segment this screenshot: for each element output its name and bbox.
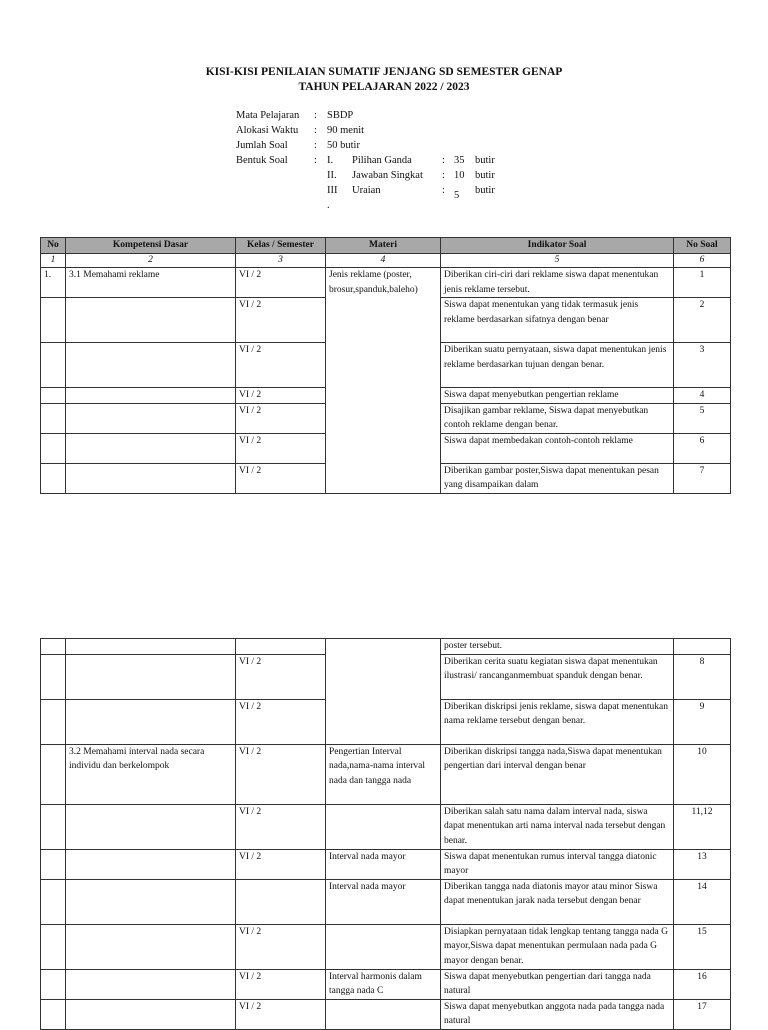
header-indikator: Indikator Soal [441,238,674,254]
soal-number: 16 [674,969,731,999]
row-number: 1. [41,268,66,298]
row-number [41,969,66,999]
row-number [41,463,66,493]
row-number [41,999,66,1029]
table-row [41,849,731,879]
column-number: 3 [236,254,326,268]
meta-colon: : [314,155,317,166]
grid-table-page1 [40,237,731,494]
materi-cell: Pengertian Interval nada,nama-nama interval nada dan tangga nada [326,744,441,804]
kelas-cell: VI / 2 [236,433,326,463]
kelas-cell: VI / 2 [236,388,326,404]
kompetensi-cell [66,699,236,744]
header-no: No [41,238,66,254]
indikator-cell: Siswa dapat menentukan yang tidak termasuk jenis reklame berdasarkan sifatnya dengan benar [441,298,674,343]
indikator-cell: Siswa dapat menyebutkan pengertian reklame [441,388,674,404]
indikator-cell: Diberikan cerita suatu kegiatan siswa dapat menentukan ilustrasi/ rancanganmembuat spanduk dengan benar. [441,654,674,699]
kelas-cell: VI / 2 [236,999,326,1029]
kelas-cell: VI / 2 [236,924,326,969]
column-number: 1 [41,254,66,268]
table-row [41,268,731,298]
indikator-cell: poster tersebut. [441,639,674,655]
kelas-cell: VI / 2 [236,343,326,388]
kompetensi-cell [66,343,236,388]
form-item-label: Pilihan Ganda [352,155,412,166]
kelas-cell [236,879,326,924]
row-number [41,924,66,969]
soal-number: 14 [674,879,731,924]
materi-cell: Interval harmonis dalam tangga nada C [326,969,441,999]
kompetensi-cell [66,999,236,1029]
meta-colon: : [442,185,445,196]
form-item-count: 35 [454,155,465,166]
kompetensi-cell [66,639,236,655]
soal-number: 6 [674,433,731,463]
soal-number: 2 [674,298,731,343]
meta-colon: : [442,170,445,181]
kompetensi-cell [66,849,236,879]
kompetensi-cell: 3.2 Memahami interval nada secara individu dan berkelompok [66,744,236,804]
indikator-cell: Diberikan gambar poster,Siswa dapat menentukan pesan yang disampaikan dalam [441,463,674,493]
indikator-cell: Diberikan tangga nada diatonis mayor atau minor Siswa dapat menentukan jarak nada tersebut dengan benar [441,879,674,924]
column-number: 5 [441,254,674,268]
soal-number: 17 [674,999,731,1029]
form-item-unit: butir [475,185,495,196]
form-item-count: 10 [454,170,465,181]
indikator-cell: Siswa dapat menentukan rumus interval tangga diatonic mayor [441,849,674,879]
meta-subject-value: SBDP [327,110,354,121]
kelas-cell: VI / 2 [236,403,326,433]
indikator-cell: Diberikan diskripsi tangga nada,Siswa dapat menentukan pengertian dari interval dengan benar [441,744,674,804]
indikator-cell: Siswa dapat menyebutkan anggota nada pada tangga nada natural [441,999,674,1029]
form-item-number: II. [327,170,337,181]
row-number [41,804,66,849]
kelas-cell: VI / 2 [236,268,326,298]
meta-colon: : [314,140,317,151]
kelas-cell [236,639,326,655]
table-row [41,969,731,999]
table-row [41,879,731,924]
kompetensi-cell [66,403,236,433]
meta-time-value: 90 menit [327,125,365,136]
kompetensi-cell [66,654,236,699]
kompetensi-cell [66,969,236,999]
form-item-unit: butir [475,170,495,181]
row-number [41,343,66,388]
indikator-cell: Diberikan ciri-ciri dari reklame siswa dapat menentukan jenis reklame tersebut. [441,268,674,298]
indikator-cell: Diberikan salah satu nama dalam interval nada, siswa dapat menentukan arti nama interval nada tersebut dengan benar. [441,804,674,849]
kelas-cell: VI / 2 [236,849,326,879]
meta-subject-label: Mata Pelajaran [236,110,300,121]
kelas-cell: VI / 2 [236,744,326,804]
meta-count-label: Jumlah Soal [236,140,288,151]
header-kelas: Kelas / Semester [236,238,326,254]
kelas-cell: VI / 2 [236,654,326,699]
kompetensi-cell [66,804,236,849]
soal-number: 7 [674,463,731,493]
kompetensi-cell [66,388,236,404]
materi-cell: Jenis reklame (poster, brosur,spanduk,baleho) [326,268,441,494]
header-no-soal: No Soal [674,238,731,254]
row-number [41,298,66,343]
kompetensi-cell [66,298,236,343]
column-number: 4 [326,254,441,268]
indikator-cell: Siswa dapat membedakan contoh-contoh reklame [441,433,674,463]
meta-trailing-dot: . [327,200,330,211]
row-number [41,699,66,744]
materi-cell [326,924,441,969]
soal-number: 11,12 [674,804,731,849]
table-row [41,999,731,1029]
soal-number [674,639,731,655]
table-row [41,804,731,849]
kompetensi-cell [66,924,236,969]
row-number [41,433,66,463]
column-number: 6 [674,254,731,268]
indikator-cell: Diberikan diskripsi jenis reklame, siswa dapat menentukan nama reklame tersebut dengan benar. [441,699,674,744]
soal-number: 13 [674,849,731,879]
row-number [41,639,66,655]
kompetensi-cell: 3.1 Memahami reklame [66,268,236,298]
soal-number: 3 [674,343,731,388]
indikator-cell: Siswa dapat menyebutkan pengertian dari tangga nada natural [441,969,674,999]
kompetensi-cell [66,879,236,924]
header-kompetensi: Kompetensi Dasar [66,238,236,254]
meta-count-value: 50 butir [327,140,360,151]
soal-number: 9 [674,699,731,744]
meta-time-label: Alokasi Waktu [236,125,299,136]
indikator-cell: Disajikan gambar reklame, Siswa dapat menyebutkan contoh reklame dengan benar. [441,403,674,433]
soal-number: 4 [674,388,731,404]
soal-number: 1 [674,268,731,298]
form-item-label: Uraian [352,185,381,196]
soal-number: 15 [674,924,731,969]
form-item-count: 5 [454,190,460,201]
materi-cell: Interval nada mayor [326,849,441,879]
kompetensi-cell [66,463,236,493]
table-row [41,639,731,655]
indikator-cell: Diberikan suatu pernyataan, siswa dapat menentukan jenis reklame berdasarkan tujuan dengan benar. [441,343,674,388]
column-number-row [41,254,731,268]
meta-colon: : [442,155,445,166]
kelas-cell: VI / 2 [236,969,326,999]
form-item-unit: butir [475,155,495,166]
kelas-cell: VI / 2 [236,298,326,343]
row-number [41,388,66,404]
row-number [41,744,66,804]
row-number [41,879,66,924]
kelas-cell: VI / 2 [236,699,326,744]
meta-form-label: Bentuk Soal [236,155,288,166]
kompetensi-cell [66,433,236,463]
materi-cell: Interval nada mayor [326,879,441,924]
form-item-label: Jawaban Singkat [352,170,423,181]
table-header-row [41,238,731,254]
soal-number: 10 [674,744,731,804]
table-row [41,744,731,804]
form-item-number: III [327,185,338,196]
grid-table-page2 [40,638,731,1030]
materi-cell [326,804,441,849]
indikator-cell: Disiapkan pernyataan tidak lengkap tentang tangga nada G mayor,Siswa dapat menentukan permulaan nada pada G mayor dengan benar. [441,924,674,969]
form-item-number: I. [327,155,334,166]
row-number [41,654,66,699]
kelas-cell: VI / 2 [236,463,326,493]
meta-colon: : [314,110,317,121]
table-row [41,924,731,969]
header-materi: Materi [326,238,441,254]
soal-number: 8 [674,654,731,699]
kelas-cell: VI / 2 [236,804,326,849]
soal-number: 5 [674,403,731,433]
row-number [41,849,66,879]
materi-cell [326,999,441,1029]
document-title: KISI-KISI PENILAIAN SUMATIF JENJANG SD SEMESTER GENAP [205,66,563,78]
document-subtitle: TAHUN PELAJARAN 2022 / 2023 [298,81,470,93]
materi-cell [326,639,441,745]
row-number [41,403,66,433]
meta-colon: : [314,125,317,136]
column-number: 2 [66,254,236,268]
